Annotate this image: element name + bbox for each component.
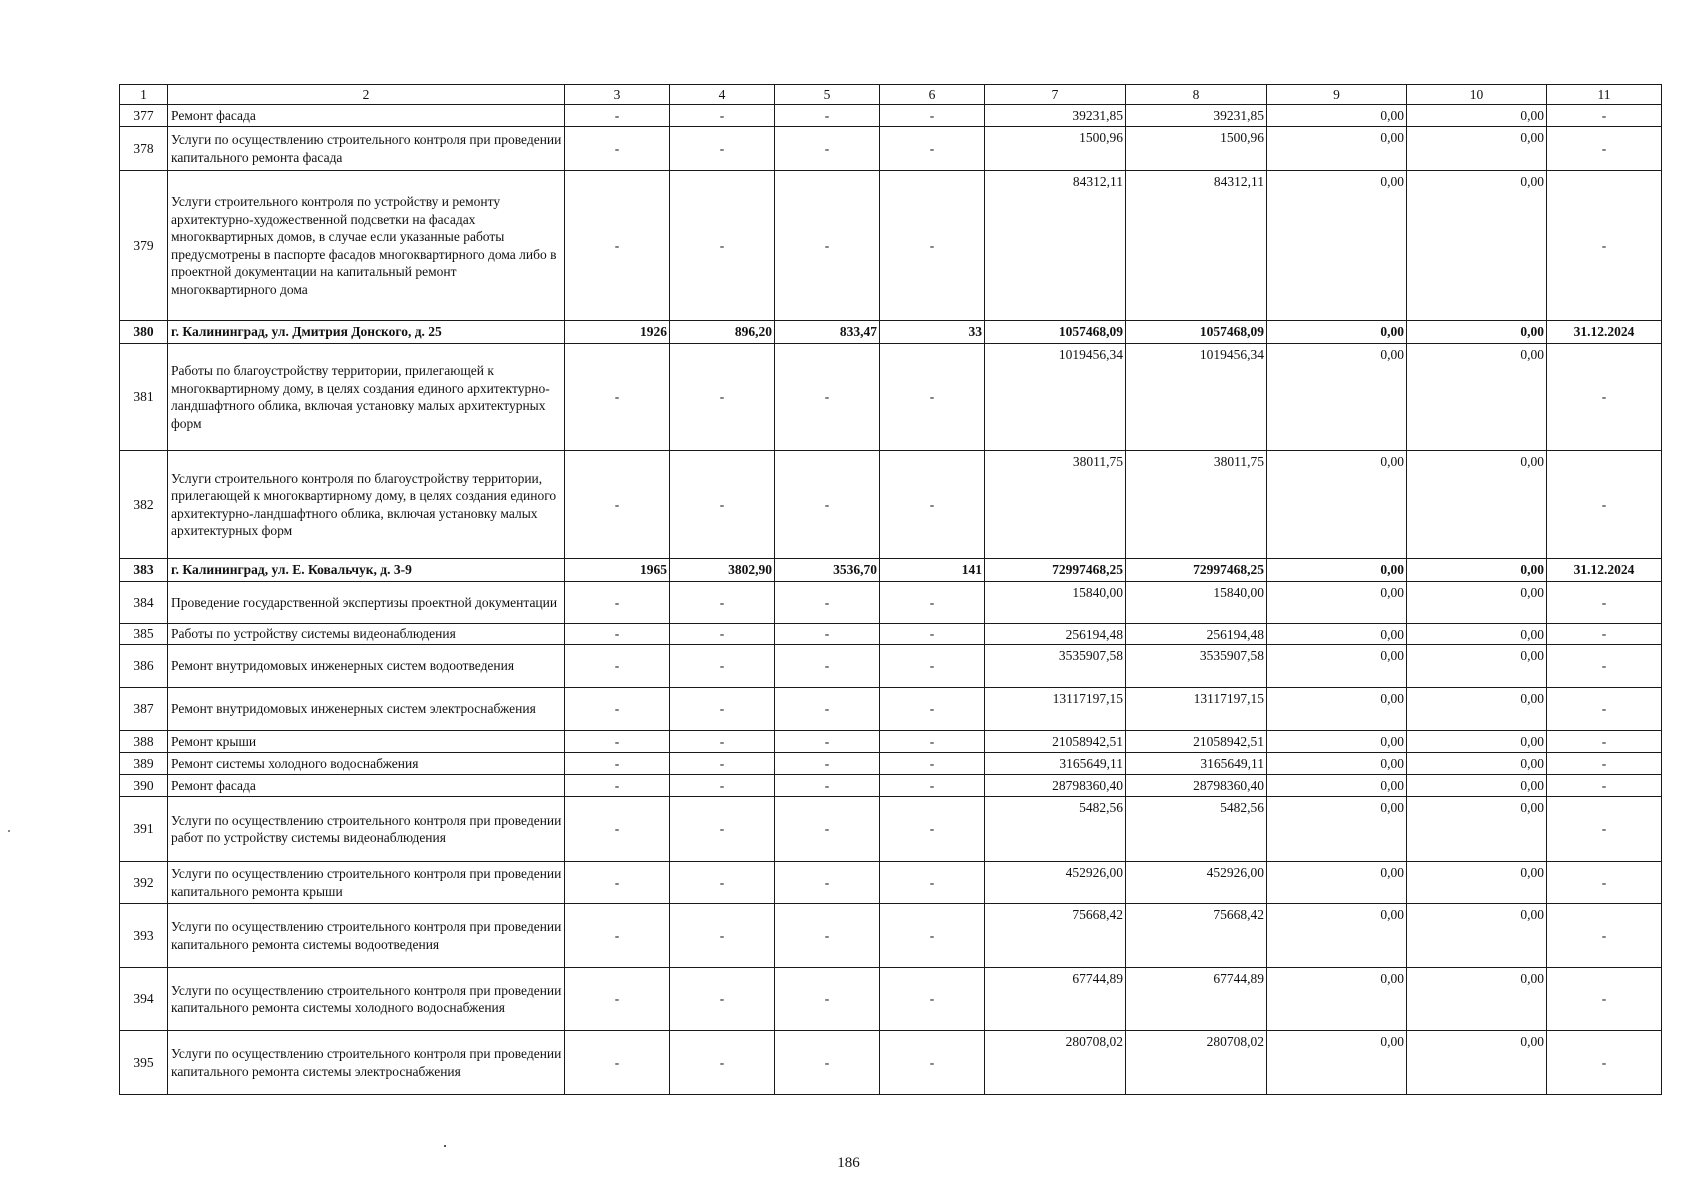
- total-area-cell: 896,20: [670, 321, 775, 344]
- fund-cost-cell: 3535907,58: [1126, 645, 1267, 688]
- year-cell: -: [565, 797, 670, 862]
- fund-cost-cell: 84312,11: [1126, 171, 1267, 321]
- header-cell-11: 11: [1547, 85, 1662, 105]
- completion-date-cell: -: [1547, 624, 1662, 645]
- year-cell: 1926: [565, 321, 670, 344]
- completion-date-cell: -: [1547, 753, 1662, 775]
- completion-date-cell: -: [1547, 862, 1662, 904]
- living-area-cell: -: [775, 862, 880, 904]
- total-area-cell: -: [670, 645, 775, 688]
- work-name-cell: Услуги по осуществлению строительного контроля при проведении работ по устройству системы видеонаблюдения: [168, 797, 565, 862]
- budget-cost-cell: 0,00: [1267, 1031, 1407, 1095]
- fund-cost-cell: 13117197,15: [1126, 688, 1267, 731]
- residents-cell: 141: [880, 559, 985, 582]
- total-area-cell: -: [670, 731, 775, 753]
- residents-cell: -: [880, 105, 985, 127]
- table-row: [120, 451, 1662, 559]
- work-name-cell: Работы по устройству системы видеонаблюдения: [168, 624, 565, 645]
- total-area-cell: -: [670, 451, 775, 559]
- total-area-cell: -: [670, 1031, 775, 1095]
- residents-cell: -: [880, 645, 985, 688]
- fund-cost-cell: 1057468,09: [1126, 321, 1267, 344]
- living-area-cell: -: [775, 127, 880, 171]
- year-cell: -: [565, 451, 670, 559]
- year-cell: -: [565, 688, 670, 731]
- other-cost-cell: 0,00: [1407, 645, 1547, 688]
- row-number-cell: 387: [120, 688, 168, 731]
- completion-date-cell: 31.12.2024: [1547, 321, 1662, 344]
- header-cell-4: 4: [670, 85, 775, 105]
- table-row: [120, 582, 1662, 624]
- total-cost-cell: 72997468,25: [985, 559, 1126, 582]
- row-number-cell: 388: [120, 731, 168, 753]
- total-cost-cell: 3535907,58: [985, 645, 1126, 688]
- fund-cost-cell: 28798360,40: [1126, 775, 1267, 797]
- completion-date-cell: -: [1547, 105, 1662, 127]
- other-cost-cell: 0,00: [1407, 968, 1547, 1031]
- living-area-cell: -: [775, 688, 880, 731]
- other-cost-cell: 0,00: [1407, 753, 1547, 775]
- header-cell-8: 8: [1126, 85, 1267, 105]
- table-row: [120, 344, 1662, 451]
- budget-cost-cell: 0,00: [1267, 624, 1407, 645]
- residents-cell: -: [880, 451, 985, 559]
- other-cost-cell: 0,00: [1407, 904, 1547, 968]
- residents-cell: -: [880, 624, 985, 645]
- other-cost-cell: 0,00: [1407, 171, 1547, 321]
- budget-cost-cell: 0,00: [1267, 688, 1407, 731]
- row-number-cell: 386: [120, 645, 168, 688]
- fund-cost-cell: 1500,96: [1126, 127, 1267, 171]
- total-cost-cell: 39231,85: [985, 105, 1126, 127]
- budget-cost-cell: 0,00: [1267, 904, 1407, 968]
- total-area-cell: -: [670, 344, 775, 451]
- table-row: [120, 904, 1662, 968]
- residents-cell: -: [880, 775, 985, 797]
- budget-cost-cell: 0,00: [1267, 862, 1407, 904]
- fund-cost-cell: 72997468,25: [1126, 559, 1267, 582]
- completion-date-cell: -: [1547, 904, 1662, 968]
- total-area-cell: -: [670, 862, 775, 904]
- fund-cost-cell: 3165649,11: [1126, 753, 1267, 775]
- year-cell: -: [565, 624, 670, 645]
- completion-date-cell: -: [1547, 775, 1662, 797]
- residents-cell: -: [880, 582, 985, 624]
- completion-date-cell: -: [1547, 451, 1662, 559]
- total-area-cell: -: [670, 797, 775, 862]
- total-cost-cell: 1500,96: [985, 127, 1126, 171]
- completion-date-cell: -: [1547, 582, 1662, 624]
- row-number-cell: 385: [120, 624, 168, 645]
- table-row: [120, 1031, 1662, 1095]
- header-cell-2: 2: [168, 85, 565, 105]
- total-area-cell: -: [670, 171, 775, 321]
- table-row: [120, 105, 1662, 127]
- work-name-cell: Работы по благоустройству территории, прилегающей к многоквартирному дому, в целях создания единого архитектурно-ландшафтного облика, включая установку малых архитектурных форм: [168, 344, 565, 451]
- residents-cell: -: [880, 862, 985, 904]
- living-area-cell: -: [775, 731, 880, 753]
- living-area-cell: -: [775, 624, 880, 645]
- living-area-cell: -: [775, 645, 880, 688]
- other-cost-cell: 0,00: [1407, 127, 1547, 171]
- work-name-cell: Ремонт фасада: [168, 775, 565, 797]
- table-row: [120, 797, 1662, 862]
- completion-date-cell: 31.12.2024: [1547, 559, 1662, 582]
- table-row: [120, 775, 1662, 797]
- work-name-cell: Ремонт фасада: [168, 105, 565, 127]
- other-cost-cell: 0,00: [1407, 862, 1547, 904]
- address-row: [120, 559, 1662, 582]
- living-area-cell: -: [775, 344, 880, 451]
- completion-date-cell: -: [1547, 797, 1662, 862]
- document-sheet: [119, 84, 1662, 1095]
- total-area-cell: -: [670, 582, 775, 624]
- budget-cost-cell: 0,00: [1267, 344, 1407, 451]
- other-cost-cell: 0,00: [1407, 1031, 1547, 1095]
- total-cost-cell: 84312,11: [985, 171, 1126, 321]
- living-area-cell: -: [775, 582, 880, 624]
- fund-cost-cell: 452926,00: [1126, 862, 1267, 904]
- other-cost-cell: 0,00: [1407, 105, 1547, 127]
- total-cost-cell: 21058942,51: [985, 731, 1126, 753]
- header-cell-3: 3: [565, 85, 670, 105]
- year-cell: -: [565, 862, 670, 904]
- work-name-cell: Ремонт крыши: [168, 731, 565, 753]
- repair-works-table: [119, 84, 1662, 1095]
- living-area-cell: -: [775, 1031, 880, 1095]
- fund-cost-cell: 67744,89: [1126, 968, 1267, 1031]
- residents-cell: -: [880, 171, 985, 321]
- living-area-cell: -: [775, 904, 880, 968]
- year-cell: -: [565, 127, 670, 171]
- row-number-cell: 390: [120, 775, 168, 797]
- total-cost-cell: 28798360,40: [985, 775, 1126, 797]
- total-area-cell: -: [670, 688, 775, 731]
- row-number-cell: 394: [120, 968, 168, 1031]
- budget-cost-cell: 0,00: [1267, 321, 1407, 344]
- page-number: 186: [837, 1155, 860, 1171]
- total-area-cell: 3802,90: [670, 559, 775, 582]
- header-cell-10: 10: [1407, 85, 1547, 105]
- table-row: [120, 862, 1662, 904]
- budget-cost-cell: 0,00: [1267, 731, 1407, 753]
- table-row: [120, 688, 1662, 731]
- table-row: [120, 171, 1662, 321]
- work-name-cell: г. Калининград, ул. Е. Ковальчук, д. 3-9: [168, 559, 565, 582]
- budget-cost-cell: 0,00: [1267, 797, 1407, 862]
- year-cell: -: [565, 731, 670, 753]
- header-cell-7: 7: [985, 85, 1126, 105]
- residents-cell: -: [880, 127, 985, 171]
- column-number-header-row: [120, 85, 1662, 105]
- table-row: [120, 731, 1662, 753]
- total-cost-cell: 15840,00: [985, 582, 1126, 624]
- budget-cost-cell: 0,00: [1267, 582, 1407, 624]
- other-cost-cell: 0,00: [1407, 688, 1547, 731]
- year-cell: -: [565, 904, 670, 968]
- budget-cost-cell: 0,00: [1267, 645, 1407, 688]
- total-cost-cell: 256194,48: [985, 624, 1126, 645]
- total-area-cell: -: [670, 753, 775, 775]
- fund-cost-cell: 38011,75: [1126, 451, 1267, 559]
- row-number-cell: 381: [120, 344, 168, 451]
- year-cell: -: [565, 344, 670, 451]
- fund-cost-cell: 5482,56: [1126, 797, 1267, 862]
- living-area-cell: -: [775, 753, 880, 775]
- work-name-cell: Проведение государственной экспертизы проектной документации: [168, 582, 565, 624]
- table-row: [120, 968, 1662, 1031]
- budget-cost-cell: 0,00: [1267, 451, 1407, 559]
- budget-cost-cell: 0,00: [1267, 968, 1407, 1031]
- fund-cost-cell: 256194,48: [1126, 624, 1267, 645]
- total-cost-cell: 280708,02: [985, 1031, 1126, 1095]
- fund-cost-cell: 21058942,51: [1126, 731, 1267, 753]
- header-cell-5: 5: [775, 85, 880, 105]
- fund-cost-cell: 280708,02: [1126, 1031, 1267, 1095]
- scan-speck: [8, 830, 10, 832]
- living-area-cell: 3536,70: [775, 559, 880, 582]
- residents-cell: -: [880, 753, 985, 775]
- other-cost-cell: 0,00: [1407, 775, 1547, 797]
- budget-cost-cell: 0,00: [1267, 559, 1407, 582]
- total-cost-cell: 13117197,15: [985, 688, 1126, 731]
- work-name-cell: Услуги по осуществлению строительного контроля при проведении капитального ремонта системы электроснабжения: [168, 1031, 565, 1095]
- row-number-cell: 379: [120, 171, 168, 321]
- year-cell: -: [565, 753, 670, 775]
- year-cell: -: [565, 645, 670, 688]
- fund-cost-cell: 75668,42: [1126, 904, 1267, 968]
- row-number-cell: 383: [120, 559, 168, 582]
- budget-cost-cell: 0,00: [1267, 127, 1407, 171]
- residents-cell: -: [880, 904, 985, 968]
- work-name-cell: Услуги строительного контроля по благоустройству территории, прилегающей к многоквартирному дому, в целях создания единого архитектурно-ландшафтного облика, включая установку малых архитектурных форм: [168, 451, 565, 559]
- budget-cost-cell: 0,00: [1267, 775, 1407, 797]
- year-cell: -: [565, 968, 670, 1031]
- residents-cell: -: [880, 344, 985, 451]
- living-area-cell: -: [775, 171, 880, 321]
- year-cell: -: [565, 105, 670, 127]
- row-number-cell: 378: [120, 127, 168, 171]
- completion-date-cell: -: [1547, 1031, 1662, 1095]
- work-name-cell: Услуги по осуществлению строительного контроля при проведении капитального ремонта системы холодного водоснабжения: [168, 968, 565, 1031]
- work-name-cell: Ремонт системы холодного водоснабжения: [168, 753, 565, 775]
- table-row: [120, 645, 1662, 688]
- living-area-cell: 833,47: [775, 321, 880, 344]
- total-cost-cell: 1057468,09: [985, 321, 1126, 344]
- other-cost-cell: 0,00: [1407, 797, 1547, 862]
- other-cost-cell: 0,00: [1407, 559, 1547, 582]
- row-number-cell: 377: [120, 105, 168, 127]
- completion-date-cell: -: [1547, 171, 1662, 321]
- row-number-cell: 384: [120, 582, 168, 624]
- year-cell: 1965: [565, 559, 670, 582]
- other-cost-cell: 0,00: [1407, 624, 1547, 645]
- total-area-cell: -: [670, 105, 775, 127]
- fund-cost-cell: 1019456,34: [1126, 344, 1267, 451]
- table-row: [120, 753, 1662, 775]
- completion-date-cell: -: [1547, 688, 1662, 731]
- completion-date-cell: -: [1547, 645, 1662, 688]
- year-cell: -: [565, 171, 670, 321]
- header-cell-6: 6: [880, 85, 985, 105]
- fund-cost-cell: 15840,00: [1126, 582, 1267, 624]
- row-number-cell: 382: [120, 451, 168, 559]
- residents-cell: -: [880, 731, 985, 753]
- total-area-cell: -: [670, 968, 775, 1031]
- table-row: [120, 127, 1662, 171]
- work-name-cell: г. Калининград, ул. Дмитрия Донского, д. 25: [168, 321, 565, 344]
- table-row: [120, 624, 1662, 645]
- other-cost-cell: 0,00: [1407, 321, 1547, 344]
- work-name-cell: Ремонт внутридомовых инженерных систем водоотведения: [168, 645, 565, 688]
- work-name-cell: Услуги по осуществлению строительного контроля при проведении капитального ремонта крыши: [168, 862, 565, 904]
- row-number-cell: 391: [120, 797, 168, 862]
- living-area-cell: -: [775, 775, 880, 797]
- living-area-cell: -: [775, 105, 880, 127]
- row-number-cell: 392: [120, 862, 168, 904]
- residents-cell: -: [880, 968, 985, 1031]
- other-cost-cell: 0,00: [1407, 344, 1547, 451]
- other-cost-cell: 0,00: [1407, 582, 1547, 624]
- scan-speck: [444, 1145, 446, 1147]
- row-number-cell: 393: [120, 904, 168, 968]
- header-cell-1: 1: [120, 85, 168, 105]
- total-area-cell: -: [670, 127, 775, 171]
- work-name-cell: Услуги по осуществлению строительного контроля при проведении капитального ремонта фасада: [168, 127, 565, 171]
- header-cell-9: 9: [1267, 85, 1407, 105]
- living-area-cell: -: [775, 797, 880, 862]
- total-cost-cell: 75668,42: [985, 904, 1126, 968]
- residents-cell: -: [880, 1031, 985, 1095]
- year-cell: -: [565, 775, 670, 797]
- completion-date-cell: -: [1547, 968, 1662, 1031]
- living-area-cell: -: [775, 451, 880, 559]
- other-cost-cell: 0,00: [1407, 451, 1547, 559]
- table-body: [120, 85, 1662, 1095]
- row-number-cell: 389: [120, 753, 168, 775]
- total-area-cell: -: [670, 775, 775, 797]
- total-cost-cell: 5482,56: [985, 797, 1126, 862]
- residents-cell: -: [880, 797, 985, 862]
- address-row: [120, 321, 1662, 344]
- total-area-cell: -: [670, 624, 775, 645]
- total-cost-cell: 452926,00: [985, 862, 1126, 904]
- row-number-cell: 395: [120, 1031, 168, 1095]
- total-cost-cell: 3165649,11: [985, 753, 1126, 775]
- completion-date-cell: -: [1547, 344, 1662, 451]
- residents-cell: 33: [880, 321, 985, 344]
- work-name-cell: Ремонт внутридомовых инженерных систем электроснабжения: [168, 688, 565, 731]
- year-cell: -: [565, 582, 670, 624]
- budget-cost-cell: 0,00: [1267, 105, 1407, 127]
- budget-cost-cell: 0,00: [1267, 171, 1407, 321]
- residents-cell: -: [880, 688, 985, 731]
- total-cost-cell: 67744,89: [985, 968, 1126, 1031]
- budget-cost-cell: 0,00: [1267, 753, 1407, 775]
- fund-cost-cell: 39231,85: [1126, 105, 1267, 127]
- living-area-cell: -: [775, 968, 880, 1031]
- total-area-cell: -: [670, 904, 775, 968]
- row-number-cell: 380: [120, 321, 168, 344]
- other-cost-cell: 0,00: [1407, 731, 1547, 753]
- work-name-cell: Услуги строительного контроля по устройству и ремонту архитектурно-художественной подсветки на фасадах многоквартирных домов, в случае если указанные работы предусмотрены в паспорте фасадов многоквартирного дома либо в проектной документации на капитальный ремонт многоквартирного дома: [168, 171, 565, 321]
- year-cell: -: [565, 1031, 670, 1095]
- total-cost-cell: 38011,75: [985, 451, 1126, 559]
- completion-date-cell: -: [1547, 731, 1662, 753]
- work-name-cell: Услуги по осуществлению строительного контроля при проведении капитального ремонта системы водоотведения: [168, 904, 565, 968]
- total-cost-cell: 1019456,34: [985, 344, 1126, 451]
- completion-date-cell: -: [1547, 127, 1662, 171]
